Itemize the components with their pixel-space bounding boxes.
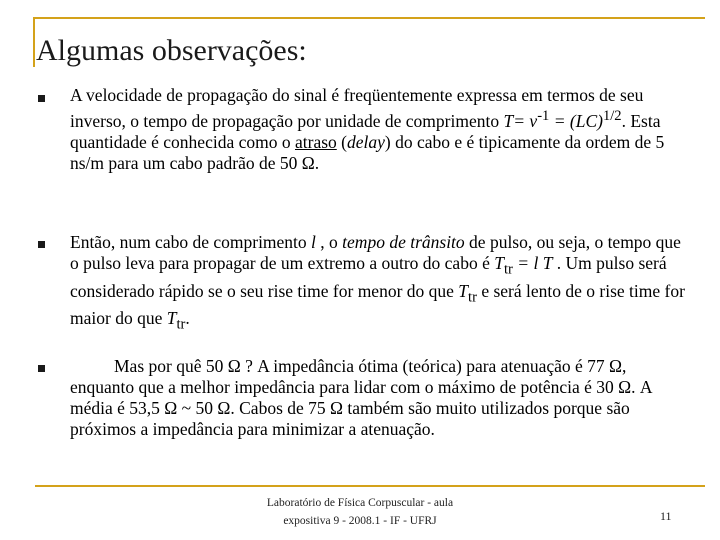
term-delay: delay: [346, 131, 385, 152]
footer-line-1: Laboratório de Física Corpuscular - aula: [266, 497, 454, 509]
title-frame-left-line: [33, 17, 35, 67]
page-number: 11: [660, 509, 672, 523]
subscript-tr: tr: [176, 316, 186, 333]
footer-line-2: expositiva 9 - 2008.1 - IF - UFRJ: [283, 515, 437, 527]
text: .: [185, 308, 190, 328]
formula-v: v: [529, 110, 538, 131]
text: . Um pulso será considerado rápido se o seu rise time for menor do que: [70, 253, 667, 301]
footer-caption: [240, 494, 480, 530]
bullet-paragraph-3: [70, 356, 690, 440]
var-l: l: [533, 253, 539, 273]
formula-eq: =: [513, 110, 530, 131]
formula-eq-2: =: [549, 110, 570, 131]
term-atraso: atraso: [294, 131, 337, 152]
var-T: T: [542, 253, 553, 273]
subscript-tr: tr: [468, 289, 477, 305]
subscript-tr: tr: [503, 261, 513, 278]
square-bullet-icon: [38, 365, 45, 372]
text: Mas por quê 50 Ω ? A impedância ótima (teórica) para atenuação é 77 Ω, enquanto que a melhor impedância para lidar com o máximo de potência é 30 Ω. A média é 53,5 Ω ~ 50 Ω. Cabos de 75 Ω também são muito utilizados porque são próximos a impedância para minimizar a atenuação.: [70, 356, 652, 439]
var-l: l: [311, 232, 316, 252]
formula-eq: =: [512, 253, 534, 273]
bullet-paragraph-2: [70, 232, 690, 336]
exponent-neg1: -1: [537, 108, 550, 124]
formula-LC: (LC): [569, 110, 603, 131]
text: Então, num cabo de comprimento: [70, 232, 312, 252]
text: (: [336, 131, 347, 152]
exponent-half: 1/2: [602, 108, 622, 124]
text: . Esta quantidade é conhecida como o: [70, 110, 661, 152]
text: ) do cabo e é tipicamente da ordem de 5 ns/m para um cabo padrão de 50 Ω.: [70, 131, 665, 173]
text: de pulso, ou seja, o tempo que o pulso leva para propagar de um extremo a outro do cabo é: [70, 232, 681, 273]
text: , o: [315, 232, 343, 252]
footer-divider: [35, 485, 705, 487]
bullet-paragraph-1: [70, 85, 690, 174]
var-T: T: [494, 253, 504, 273]
title-frame-top-line: [33, 17, 705, 19]
formula-T: T: [503, 110, 514, 131]
term-tempo-de-transito: tempo de trânsito: [342, 232, 465, 252]
square-bullet-icon: [38, 95, 45, 102]
square-bullet-icon: [38, 241, 45, 248]
text: e será lento de o rise time for maior do que: [70, 280, 685, 328]
var-T: T: [458, 280, 469, 301]
text: A velocidade de propagação do sinal é freqüentemente expressa em termos de seu inverso, o tempo de propagação por unidade de comprimento: [70, 85, 644, 131]
slide-title: Algumas observações:: [36, 34, 307, 67]
var-T: T: [166, 308, 177, 328]
